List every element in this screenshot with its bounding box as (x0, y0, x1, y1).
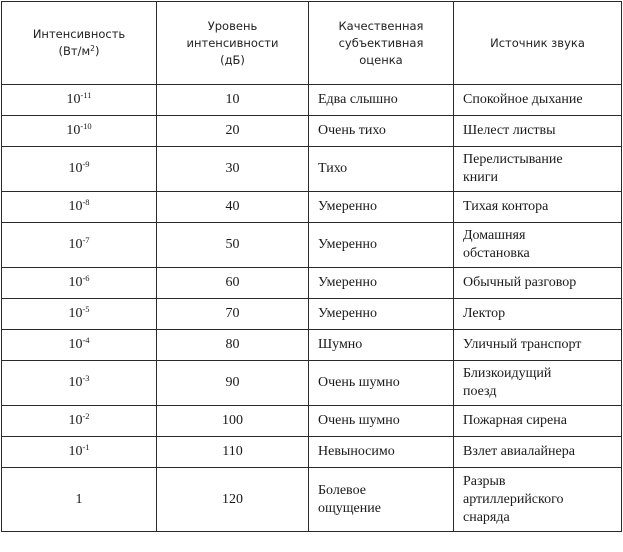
source-line: Пожарная сирена (463, 413, 567, 428)
intensity-exponent: -4 (82, 335, 90, 345)
assessment-line: Едва слышно (318, 92, 398, 107)
assessment-line: Шумно (318, 337, 363, 352)
table-row (2, 85, 622, 116)
source-line: снаряда (463, 509, 510, 525)
source-line: Спокойное дыхание (463, 92, 583, 107)
cell-assessment (309, 147, 454, 192)
sound-intensity-table (1, 1, 622, 532)
source-line: артиллерийского (463, 491, 564, 507)
source-line: Взлет авиалайнера (463, 444, 575, 459)
intensity-exponent: -3 (82, 373, 90, 383)
cell-assessment (309, 468, 454, 532)
cell-db-level: 40 (157, 192, 309, 223)
cell-sound-source (454, 299, 622, 330)
cell-intensity (2, 192, 157, 223)
header-intensity-line-1: Интенсивность (32, 27, 126, 41)
header-level (157, 2, 309, 85)
header-level-line-1: Уровень (207, 18, 258, 33)
header-intensity-line-2 (2, 43, 156, 60)
cell-assessment (309, 116, 454, 147)
table-row (2, 468, 622, 532)
assessment-line: Очень тихо (318, 123, 386, 138)
assessment-line: Умеренно (318, 237, 377, 252)
cell-sound-source (454, 406, 622, 437)
cell-db-level: 20 (157, 116, 309, 147)
intensity-base: 10 (68, 161, 83, 176)
header-intensity-unit-close: ) (94, 44, 100, 58)
cell-db-level: 110 (157, 437, 309, 468)
intensity-exponent: -8 (82, 197, 90, 207)
intensity-base: 10 (68, 275, 83, 290)
table-row (2, 330, 622, 361)
cell-db-level: 60 (157, 268, 309, 299)
assessment-line: Очень шумно (318, 413, 400, 428)
assessment-line: Умеренно (318, 199, 377, 214)
intensity-exponent: -6 (82, 273, 90, 283)
cell-intensity (2, 268, 157, 299)
sound-intensity-table-wrapper (1, 1, 622, 532)
intensity-base: 10 (68, 375, 83, 390)
intensity-exponent: -1 (82, 442, 90, 452)
cell-intensity (2, 116, 157, 147)
cell-sound-source (454, 361, 622, 406)
cell-assessment (309, 361, 454, 406)
cell-sound-source (454, 223, 622, 268)
intensity-exponent: -7 (82, 235, 90, 245)
header-assessment (309, 2, 454, 85)
intensity-base: 10 (68, 444, 83, 459)
cell-assessment (309, 85, 454, 116)
intensity-exponent: -11 (80, 90, 92, 100)
assessment-line: Умеренно (318, 306, 377, 321)
source-line: Шелест листвы (463, 123, 556, 138)
cell-intensity (2, 85, 157, 116)
header-assessment-line-2: субъективная (338, 35, 424, 50)
assessment-line: Тихо (318, 161, 348, 176)
source-line: Разрыв (463, 473, 506, 489)
header-source (454, 2, 622, 85)
table-row (2, 268, 622, 299)
intensity-base: 10 (66, 92, 81, 107)
cell-sound-source (454, 437, 622, 468)
assessment-line: Умеренно (318, 275, 377, 290)
cell-db-level: 10 (157, 85, 309, 116)
source-line: Лектор (463, 306, 506, 321)
cell-assessment (309, 406, 454, 437)
table-row (2, 147, 622, 192)
intensity-base: 10 (68, 237, 83, 252)
cell-intensity (2, 361, 157, 406)
cell-assessment (309, 437, 454, 468)
cell-db-level: 90 (157, 361, 309, 406)
assessment-line: Очень шумно (318, 375, 400, 390)
intensity-exponent: -2 (82, 411, 90, 421)
table-row (2, 223, 622, 268)
table-row (2, 361, 622, 406)
cell-intensity (2, 299, 157, 330)
source-line: Уличный транспорт (463, 337, 582, 352)
cell-intensity (2, 330, 157, 361)
header-assessment-line-1: Качественная (338, 18, 424, 33)
intensity-base: 10 (68, 337, 83, 352)
header-assessment-line-3: оценка (359, 52, 403, 67)
cell-assessment (309, 299, 454, 330)
assessment-line: Болевое (318, 482, 366, 498)
table-row (2, 192, 622, 223)
cell-sound-source (454, 330, 622, 361)
intensity-base: 10 (66, 123, 81, 138)
table-body (2, 85, 622, 532)
cell-assessment (309, 192, 454, 223)
cell-intensity (2, 406, 157, 437)
intensity-exponent: -10 (80, 121, 92, 131)
cell-assessment (309, 223, 454, 268)
source-line: поезд (463, 384, 497, 399)
source-line: Перелистывание (463, 152, 563, 167)
intensity-base: 10 (68, 306, 83, 321)
intensity-base: 1 (75, 491, 83, 507)
header-intensity-unit-exp: 2 (90, 44, 95, 53)
cell-db-level: 30 (157, 147, 309, 192)
cell-db-level: 80 (157, 330, 309, 361)
table-row (2, 299, 622, 330)
assessment-line: Невыносимо (318, 444, 395, 459)
table-header-row (2, 2, 622, 85)
source-line: Тихая контора (463, 199, 549, 214)
header-intensity (2, 2, 157, 85)
cell-db-level: 100 (157, 406, 309, 437)
table-row (2, 116, 622, 147)
cell-sound-source (454, 147, 622, 192)
cell-sound-source (454, 85, 622, 116)
source-line: Домашняя (463, 228, 526, 243)
cell-sound-source (454, 268, 622, 299)
intensity-exponent: -5 (82, 304, 90, 314)
intensity-base: 10 (68, 413, 83, 428)
intensity-base: 10 (68, 199, 83, 214)
cell-db-level: 50 (157, 223, 309, 268)
source-line: Обычный разговор (463, 275, 577, 290)
source-line: книги (463, 170, 499, 185)
cell-db-level: 70 (157, 299, 309, 330)
cell-sound-source (454, 192, 622, 223)
header-intensity-unit: (Вт/м (58, 44, 91, 58)
source-line: Близкоидущий (463, 366, 552, 381)
cell-intensity (2, 468, 157, 532)
cell-intensity (2, 223, 157, 268)
cell-sound-source (454, 468, 622, 532)
header-level-line-3: (дБ) (220, 52, 245, 67)
cell-assessment (309, 268, 454, 299)
cell-intensity (2, 437, 157, 468)
cell-sound-source (454, 116, 622, 147)
cell-db-level: 120 (157, 468, 309, 532)
cell-assessment (309, 330, 454, 361)
header-level-line-2: интенсивности (186, 35, 279, 50)
intensity-exponent: -9 (82, 159, 90, 169)
table-row (2, 437, 622, 468)
table-row (2, 406, 622, 437)
source-line: обстановка (463, 246, 530, 261)
cell-intensity (2, 147, 157, 192)
header-source-line-1: Источник звука (490, 35, 585, 50)
assessment-line: ощущение (318, 500, 381, 516)
